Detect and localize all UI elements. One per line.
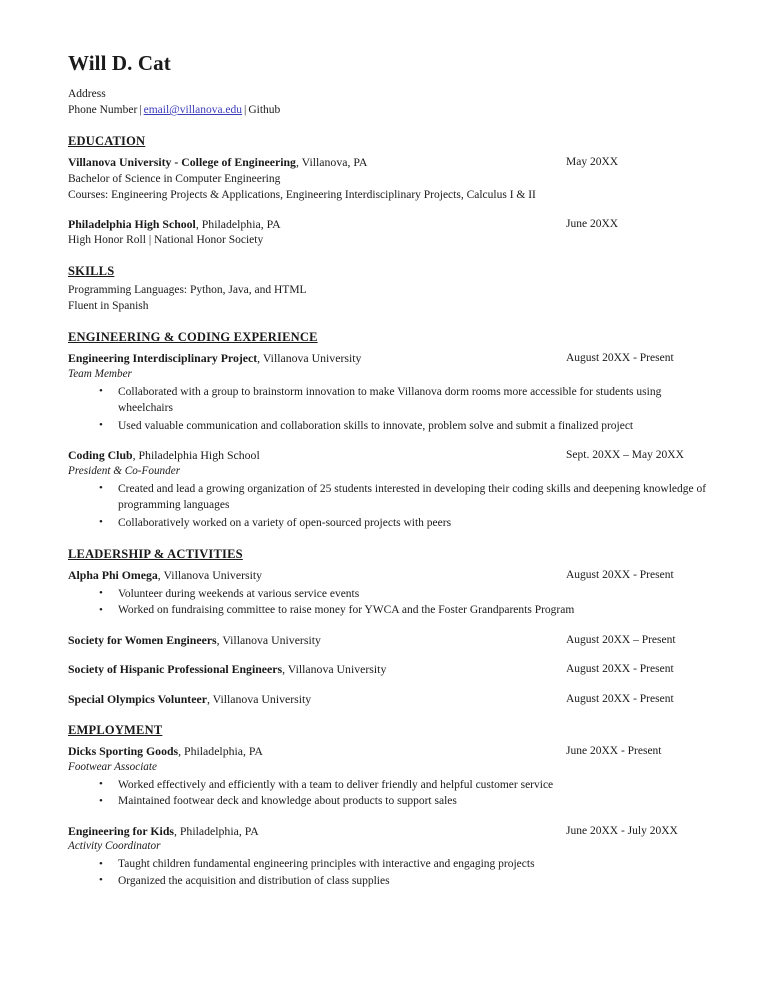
organization-name: Alpha Phi Omega (68, 568, 158, 583)
organization-location: , Villanova University (206, 691, 312, 706)
organization-location: , Philadelphia, PA (178, 744, 263, 759)
organization-name: Society of Hispanic Professional Engineers (68, 662, 283, 677)
experience-entry (68, 447, 710, 531)
entry-role: President & Co-Founder (68, 464, 181, 477)
employment-entry (68, 823, 710, 890)
list-item: • Created and lead a growing organization of 25 students interested in developing their coding skills and deepening knowledge of programming languages (68, 481, 710, 514)
entry-head (68, 350, 710, 367)
bullet-list (68, 856, 710, 889)
entry-head (68, 691, 710, 708)
organization-location: , Villanova University (282, 662, 387, 677)
github-link[interactable]: Github (248, 104, 281, 117)
employment-entry (68, 743, 710, 810)
entry-head (68, 661, 710, 678)
list-item: • Collaborated with a group to brainstorm innovation to make Villanova dorm rooms more accessible for students using wheelchairs (68, 384, 710, 417)
experience-entry (68, 350, 710, 434)
organization-name: Dicks Sporting Goods (68, 744, 179, 759)
section-heading-leadership-activities: LEADERSHIP & ACTIVITIES (68, 547, 243, 562)
entry-date: August 20XX - Present (566, 569, 674, 582)
entry-head (68, 154, 710, 171)
entry-date: June 20XX - Present (566, 745, 662, 758)
section-employment (68, 721, 710, 889)
organization-name: Philadelphia High School (68, 216, 196, 231)
organization-location: , Philadelphia High School (132, 448, 260, 463)
phone-number: Phone Number (68, 104, 138, 117)
section-leadership-activities (68, 545, 710, 707)
organization-name: Society for Women Engineers (68, 632, 217, 647)
entry-head (68, 743, 710, 760)
activity-entry (68, 661, 710, 678)
organization-location: , Villanova University (257, 351, 362, 366)
list-item: • Volunteer during weekends at various service events (68, 586, 710, 603)
section-body-education (68, 154, 710, 248)
candidate-name: Will D. Cat (68, 51, 171, 75)
skills-languages-line: Programming Languages: Python, Java, and HTML (68, 284, 307, 297)
entry-date: August 20XX - Present (566, 692, 674, 705)
list-item: • Used valuable communication and collaboration skills to innovate, problem solve and submit a finalized project (68, 418, 710, 435)
section-body-employment (68, 743, 710, 889)
entry-role: Team Member (68, 367, 132, 380)
resume-header (68, 52, 710, 118)
entry-head (68, 632, 710, 649)
entry-head (68, 447, 710, 464)
organization-location: , Philadelphia, PA (173, 823, 259, 838)
section-body-engineering-coding-experience (68, 350, 710, 531)
entry-date: August 20XX - Present (566, 663, 674, 676)
organization-name: Engineering for Kids (68, 823, 174, 838)
section-heading-skills: SKILLS (68, 264, 115, 279)
list-item: • Maintained footwear deck and knowledge about products to support sales (68, 793, 710, 810)
contact-line (68, 102, 710, 118)
organization-location: , Philadelphia, PA (195, 216, 281, 231)
entry-date: June 20XX (566, 217, 619, 230)
bullet-list (68, 777, 710, 810)
activity-entry (68, 632, 710, 649)
entry-role: Footwear Associate (68, 760, 157, 773)
organization-location: , Villanova University (157, 568, 263, 583)
bullet-list (68, 586, 710, 619)
organization-location: , Villanova, PA (295, 155, 368, 170)
courses-line: Courses: Engineering Projects & Applications, Engineering Interdisciplinary Projects, Calculus I & II (68, 188, 536, 201)
organization-name: Villanova University - College of Engineering (68, 155, 296, 170)
section-education (68, 132, 710, 248)
organization-name: Special Olympics Volunteer (68, 691, 207, 706)
entry-date: August 20XX - Present (566, 352, 674, 365)
activity-entry (68, 691, 710, 708)
section-heading-employment: EMPLOYMENT (68, 723, 163, 738)
entry-date: Sept. 20XX – May 20XX (566, 449, 684, 462)
contact-separator-1: | (139, 104, 142, 117)
section-heading-engineering-coding-experience: ENGINEERING & CODING EXPERIENCE (68, 330, 318, 345)
entry-date: May 20XX (566, 156, 619, 169)
contact-separator-2: | (244, 104, 247, 117)
skills-fluency-line: Fluent in Spanish (68, 300, 149, 313)
list-item: • Worked effectively and efficiently with a team to deliver friendly and helpful customer service (68, 777, 710, 794)
section-body-leadership-activities (68, 567, 710, 707)
entry-date: August 20XX – Present (566, 633, 676, 646)
email-link[interactable]: email@villanova.edu (143, 104, 243, 117)
list-item: • Organized the acquisition and distribution of class supplies (68, 873, 710, 890)
entry-date: June 20XX - July 20XX (566, 824, 678, 837)
section-body-skills (68, 282, 710, 314)
honors-line: High Honor Roll | National Honor Society (68, 234, 264, 247)
organization-location: , Villanova University (216, 632, 321, 647)
address-line: Address (68, 88, 106, 101)
education-entry (68, 154, 710, 203)
activity-entry (68, 567, 710, 619)
degree-line: Bachelor of Science in Computer Engineering (68, 172, 281, 185)
education-entry (68, 216, 710, 249)
section-skills (68, 262, 710, 314)
section-heading-education: EDUCATION (68, 134, 146, 149)
list-item: • Collaboratively worked on a variety of open-sourced projects with peers (68, 515, 710, 532)
list-item: • Worked on fundraising committee to raise money for YWCA and the Foster Grandparents Program (68, 602, 710, 619)
organization-name: Coding Club (68, 448, 133, 463)
entry-role: Activity Coordinator (68, 840, 161, 853)
entry-head (68, 216, 710, 233)
list-item: • Taught children fundamental engineering principles with interactive and engaging projects (68, 856, 710, 873)
organization-name: Engineering Interdisciplinary Project (68, 351, 258, 366)
section-engineering-coding-experience (68, 328, 710, 531)
entry-head (68, 823, 710, 840)
entry-head (68, 567, 710, 584)
bullet-list (68, 384, 710, 435)
bullet-list (68, 481, 710, 532)
